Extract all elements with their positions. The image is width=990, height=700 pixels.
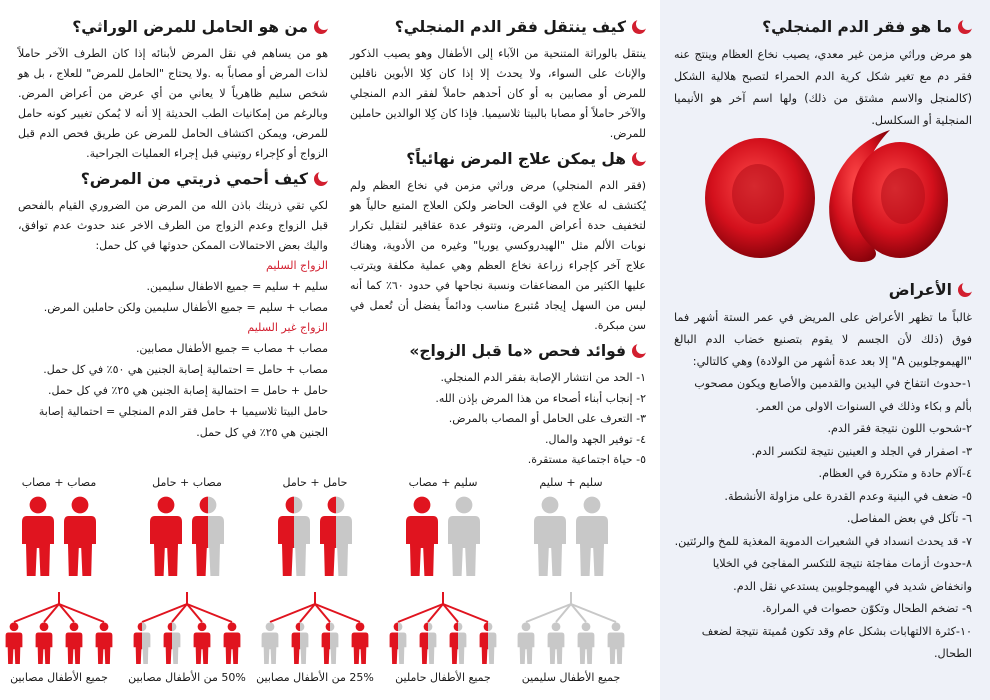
list-item: ٥- ضعف في البنية وعدم القدرة على مزاولة الأنشطة. [724,489,972,503]
child-figure [518,622,535,664]
unhealthy-equations [18,338,328,443]
crescent-icon [632,344,646,358]
inheritance-diagram [10,470,640,700]
parent-figure [406,497,438,576]
family-caption: جميع الأطفال سليمين [521,671,621,684]
family-title: حامل + حامل [282,476,348,489]
child-figure [352,622,369,664]
parent-figure [150,497,182,576]
list-item: ٩- تضخم الطحال وتكوّن حصوات في المرارة. [762,602,972,615]
benefits-list [350,368,646,471]
child-figure [608,622,625,664]
family-figures [256,492,374,692]
crescent-icon [632,152,646,166]
family-caption: 50% من الأطفال مصابين [128,671,246,684]
list-item: ٢- إنجاب أبناء أصحاء من هذا المرض بإذن الله. [435,391,646,405]
list-item: مصاب + سليم = جميع الأطفال سليمين ولكن حاملين المرض. [43,301,328,314]
list-item: مصاب + مصاب = جميع الأطفال مصابين. [135,342,328,355]
parent-figure [576,497,608,576]
unhealthy-marriage-label: الزواج غير السليم [247,321,328,334]
parent-figure [534,497,566,576]
child-figure [548,622,565,664]
list-item: ١-حدوث انتفاخ في اليدين والقدمين والأصابع ويكون مصحوب بألم و بكاء وذلك في السنوات الاولى من العمر. [694,377,972,413]
transfer-text: ينتقل بالوراثة المتنحية من الآباء إلى الأطفال وهو يصيب الذكور والإناث على السواء، ولا يحدث إلا إذا كان كِلا الأبوين ناقلين للمرض أو مصابين به أو كان أحدهم حاملاً لفقر الدم المنجلي والآخر حاملاً أو مصابا بالبيتا ثلاسيميا. فإذا كان كِلا الوالدين حاملين للمرض. [350,47,646,140]
child-figure [66,622,83,664]
family-figures [384,492,502,692]
symptoms-intro: غالباً ما تظهر الأعراض على المريض في عمر الستة أشهر فما فوق (ذلك لأن الجسم لا يقوم بتصنيع خضاب الدم البالغ "الهيموجلوبين A" إلا بعد عدة أشهر من الولادة) وهي كالتالي: [674,311,972,368]
family-5 [0,470,118,700]
list-item: سليم + سليم = جميع الاطفال سليمين. [146,280,328,293]
benefits-heading: فوائد فحص «ما قبل الزواج» [350,342,646,360]
list-item: ٣- التعرف على الحامل أو المصاب بالمرض. [448,412,646,425]
crescent-icon [314,20,328,34]
list-item: ٧- قد يحدث انسداد في الشعيرات الدموية المغذية للمخ والرئتين. [674,534,972,548]
carrier-text: هو من يساهم في نقل المرض لأبنائه إذا كان الطرف الآخر حاملاً لذات المرض أو مصاباً به .ولا يحتاج "الحامل للمرض" للعلاج ، بل هو شخص سليم ظاهرياً لا يعاني من أي عرض من أعراض المرض. وبالرغم من إمكانيات الطب الحديثة إلا أنه لا يُمكن تغيير كونه حامل للمرض، ويمكن اكتشاف الحامل للمرض عن طريق فحص الدم قبل الزواج أو كإجراء روتيني قبل إجراء العمليات الجراحية. [18,47,328,160]
child-figure [194,622,211,664]
what-is-heading: ما هو فقر الدم المنجلي؟ [674,18,972,36]
family-3 [256,470,374,700]
cure-text: (فقر الدم المنجلي) مرض وراثي مزمن في نخاع العظم ولم يُكتشف له علاج في الوقت الحاضر ولكن العلاج المتبع حالياً هو لتخفيف حدة أعراض المرض، وتتوفر عدة عقاقير لتقليل تكرار نوبات الألم مثل "الهيدروكسي يوريا" وغيره من الأدوية، وهناك علاج آخر كإجراء زراعة نخاع العظم وهي عملية مكلفة ويترتب عليها الكثير من المضاعفات ونسبة نجاحها في حدود ٦٠٪ كما أنه ليس من السهل إيجاد مُتبرع مناسب ودائماً يفضل أن تُعمل في سن مبكرة. [350,179,646,332]
family-figures [128,492,246,692]
family-title: سليم + مصاب [408,476,478,489]
list-item: مصاب + حامل = احتمالية إصابة الجنين هي ٥٠٪ في كل حمل. [43,363,328,376]
family-4 [128,470,246,700]
list-item: حامل + حامل = احتمالية إصابة الجنين هي ٢٥٪ في كل حمل. [47,384,328,397]
what-is-text: هو مرض وراثي مزمن غير معدي، يصيب نخاع العظام وينتج عنه فقر دم مع تغير شكل كرية الدم الحمراء لتصبح هلالية الشكل (كالمنجل والاسم مشتق من ذلك) ولها اسم آخر هو الأنيميا المنجلية أو السكلسل. [674,48,972,127]
family-caption: جميع الأطفال مصابين [10,671,108,684]
child-figure [420,622,437,664]
family-figures [0,492,118,692]
parent-figure [320,497,352,576]
child-figure [390,622,407,664]
family-title: سليم + سليم [539,476,603,489]
child-figure [480,622,497,664]
list-item: ٤- توفير الجهد والمال. [544,432,646,446]
list-item: حامل البيتا ثلاسيميا + حامل فقر الدم المنجلي = احتمالية إصابة الجنين هي ٢٥٪ في كل حمل. [38,405,328,439]
healthy-marriage-label: الزواج السليم [266,259,328,272]
family-1 [512,470,630,700]
list-item: ١٠-كثرة الالتهابات بشكل عام وقد تكون مُميتة نتيجة لضعف الطحال. [701,624,972,660]
list-item: ٨-حدوث أزمات مفاجئة نتيجة للتكسر المفاجئ في الخلايا وانخفاض شديد في الهيموجلوبين يستدعي نقل الدم. [712,557,972,593]
family-2 [384,470,502,700]
child-figure [164,622,181,664]
crescent-icon [632,20,646,34]
right-panel [660,0,990,700]
parent-figure [22,497,54,576]
list-item: ٢-شحوب اللون نتيجة فقر الدم. [827,422,972,435]
list-item: ٣- اصفرار في الجلد و العينين نتيجة لتكسر الدم. [751,444,972,458]
red-blood-cells-illustration [700,120,950,270]
child-figure [6,622,23,664]
transfer-heading: كيف ينتقل فقر الدم المنجلي؟ [350,18,646,36]
normal-red-cell-icon-2 [852,142,948,258]
list-item: ٤-آلام حادة و متكررة في العظام. [818,467,972,480]
child-figure [36,622,53,664]
family-title: مصاب + حامل [152,476,222,489]
healthy-equations [18,276,328,318]
list-item: ٥- حياة اجتماعية مستقرة. [527,453,646,466]
carrier-heading: من هو الحامل للمرض الوراثي؟ [18,18,328,36]
list-item: ١- الحد من انتشار الإصابة بفقر الدم المنجلي. [440,371,646,384]
crescent-icon [958,20,972,34]
child-figure [134,622,151,664]
child-figure [450,622,467,664]
crescent-icon [958,283,972,297]
normal-red-cell-icon [705,138,815,258]
child-figure [262,622,279,664]
child-figure [292,622,309,664]
symptoms-heading: الأعراض [674,281,972,299]
parent-figure [192,497,224,576]
family-figures [512,492,630,692]
family-title: مصاب + مصاب [21,476,97,489]
parent-figure [278,497,310,576]
parent-figure [64,497,96,576]
family-caption: جميع الأطفال حاملين [395,671,491,684]
child-figure [578,622,595,664]
crescent-icon [314,172,328,186]
parent-figure [448,497,480,576]
protect-text: لكي تقي ذريتك باذن الله من المرض من الضروري القيام بالفحص قبل الزواج وعدم الزواج من الطرف الاخر عند حدوث عدم توافق، واليك بعض الاحتمالات الممكن حدوثها في كل حمل: [18,199,328,252]
list-item: ٦- تآكل في بعض المفاصل. [846,512,972,525]
child-figure [322,622,339,664]
protect-heading: كيف أحمي ذريتي من المرض؟ [18,170,328,188]
family-caption: 25% من الأطفال مصابين [256,671,374,684]
child-figure [224,622,241,664]
child-figure [96,622,113,664]
symptoms-list [674,373,972,666]
cure-heading: هل يمكن علاج المرض نهائياً؟ [350,150,646,168]
